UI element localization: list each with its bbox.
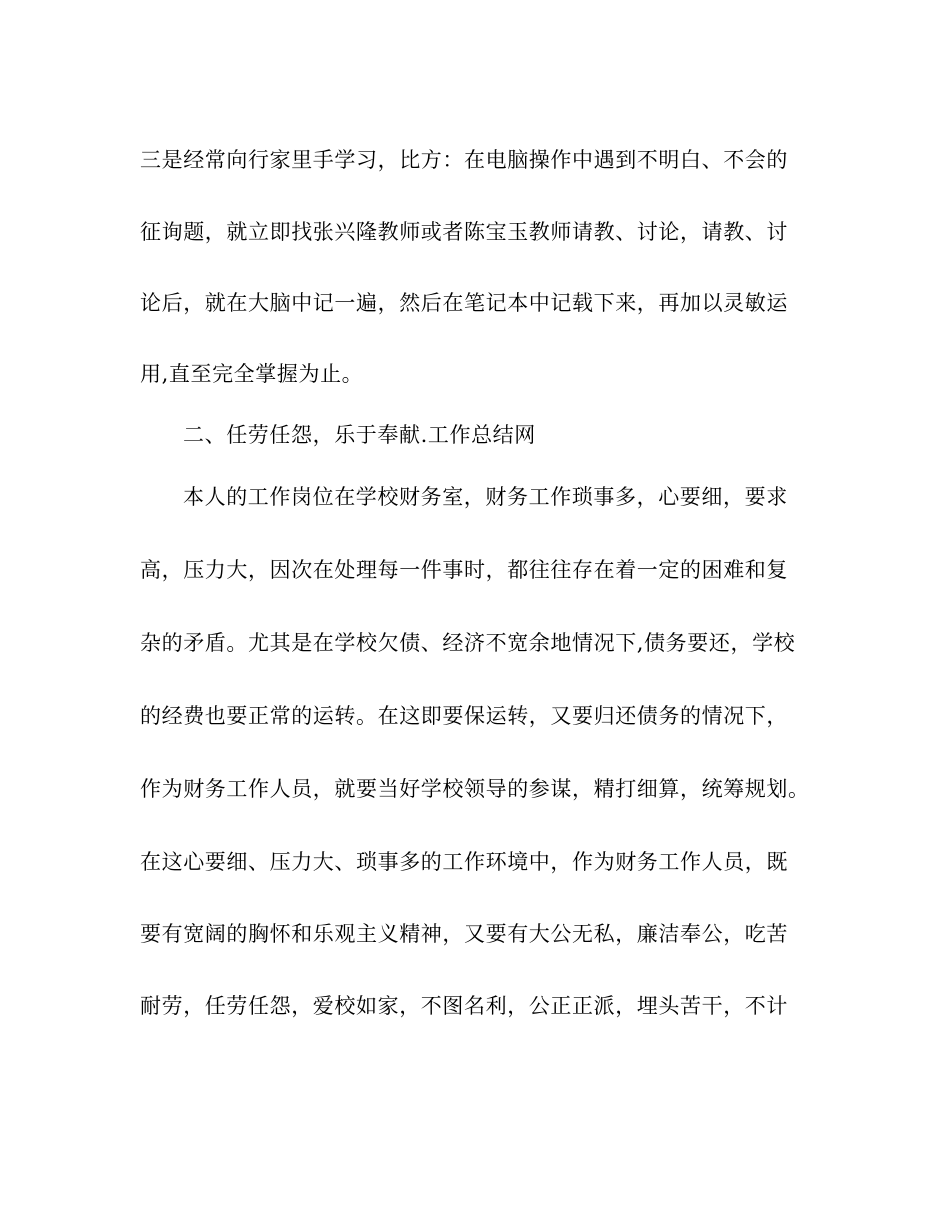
paragraph-line-9: 作为财务工作人员，就要当好学校领导的参谋，精打细算，统筹规划。	[140, 777, 810, 801]
section-heading: 二、任劳任怨，乐于奉献.工作总结网	[183, 423, 536, 447]
paragraph-line-3: 论后，就在大脑中记一遍，然后在笔记本中记载下来，再加以灵敏运	[140, 291, 788, 315]
paragraph-line-4: 用,直至完全掌握为止。	[140, 362, 364, 386]
paragraph-line-10: 在这心要细、压力大、琐事多的工作环境中，作为财务工作人员，既	[140, 850, 788, 874]
paragraph-line-2: 征询题，就立即找张兴隆教师或者陈宝玉教师请教、讨论，请教、讨	[140, 220, 788, 244]
paragraph-line-12: 耐劳，任劳任怨，爱校如家，不图名利，公正正派，埋头苦干，不计	[140, 994, 788, 1018]
paragraph-line-6: 高，压力大，因次在处理每一件事时，都往往存在着一定的困难和复	[140, 558, 788, 582]
paragraph-line-7: 杂的矛盾。尤其是在学校欠债、经济不宽余地情况下,债务要还，学校	[140, 631, 796, 655]
paragraph-line-1: 三是经常向行家里手学习，比方：在电脑操作中遇到不明白、不会的	[140, 148, 788, 172]
paragraph-line-11: 要有宽阔的胸怀和乐观主义精神，又要有大公无私，廉洁奉公，吃苦	[140, 922, 788, 946]
paragraph-line-5: 本人的工作岗位在学校财务室，财务工作琐事多，心要细，要求	[183, 485, 788, 509]
paragraph-line-8: 的经费也要正常的运转。在这即要保运转，又要归还债务的情况下，	[140, 704, 788, 728]
